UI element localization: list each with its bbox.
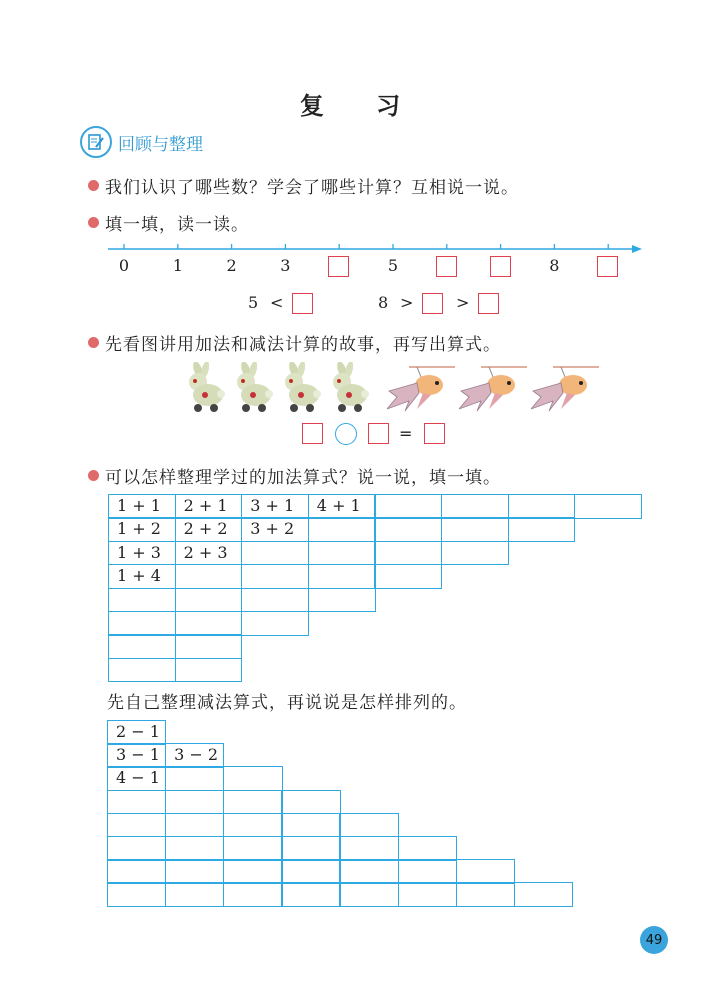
table-cell[interactable]	[456, 859, 515, 884]
table-cell: 1 + 2	[108, 517, 176, 542]
table-cell[interactable]	[398, 859, 457, 884]
table-cell[interactable]	[308, 517, 376, 542]
number-label: 2	[226, 256, 237, 275]
table-cell: 3 + 2	[241, 517, 309, 542]
question-text: 先看图讲用加法和减法计算的故事，再写出算式。	[105, 335, 501, 355]
rabbit-toy-icon	[328, 362, 372, 418]
table-cell[interactable]	[374, 541, 442, 566]
table-cell[interactable]	[107, 790, 166, 815]
table-cell[interactable]	[107, 859, 166, 884]
question-text: 可以怎样整理学过的加法算式？说一说，填一填。	[105, 468, 501, 488]
table-cell[interactable]	[339, 813, 398, 838]
table-cell[interactable]	[441, 494, 509, 519]
question-5	[107, 688, 467, 713]
table-cell[interactable]	[108, 611, 176, 636]
table-cell[interactable]	[374, 564, 442, 589]
table-cell[interactable]	[107, 882, 166, 907]
table-cell[interactable]	[165, 766, 224, 791]
bullet-icon	[88, 337, 99, 348]
table-cell[interactable]	[223, 766, 282, 791]
answer-box[interactable]	[597, 256, 618, 277]
table-cell[interactable]	[441, 541, 509, 566]
answer-box[interactable]	[292, 293, 313, 314]
question-text: 先自己整理减法算式，再说说是怎样排列的。	[107, 693, 467, 713]
table-cell[interactable]	[398, 882, 457, 907]
compare-b-operator-1: >	[400, 293, 414, 312]
table-cell[interactable]	[241, 588, 309, 613]
table-cell[interactable]	[398, 836, 457, 861]
page-title: 复 习	[299, 92, 423, 120]
table-cell[interactable]	[223, 813, 282, 838]
table-cell[interactable]	[281, 882, 340, 907]
question-3	[88, 330, 501, 355]
table-cell[interactable]	[241, 541, 309, 566]
compare-a-number: 5	[248, 293, 259, 312]
table-cell[interactable]	[175, 611, 243, 636]
answer-box[interactable]	[424, 423, 445, 444]
answer-box[interactable]	[436, 256, 457, 277]
table-cell: 3 − 1	[107, 743, 166, 768]
table-cell[interactable]	[165, 790, 224, 815]
operator-circle[interactable]	[335, 423, 357, 445]
table-cell[interactable]	[374, 517, 442, 542]
rabbit-toy-icon	[184, 362, 228, 418]
table-cell[interactable]	[108, 634, 176, 659]
rabbit-toy-icon	[232, 362, 276, 418]
table-cell[interactable]	[281, 790, 340, 815]
table-cell[interactable]	[508, 517, 576, 542]
notepad-pencil-icon	[80, 126, 112, 158]
table-cell[interactable]	[165, 813, 224, 838]
bullet-icon	[88, 217, 99, 228]
equals-sign: =	[399, 424, 413, 443]
table-cell[interactable]	[308, 588, 376, 613]
table-cell[interactable]	[223, 859, 282, 884]
section-header	[80, 126, 203, 158]
table-cell[interactable]	[107, 813, 166, 838]
table-cell[interactable]	[574, 494, 642, 519]
table-cell: 3 − 2	[165, 743, 224, 768]
table-cell[interactable]	[223, 790, 282, 815]
table-cell[interactable]	[281, 859, 340, 884]
table-cell: 3 + 1	[241, 494, 309, 519]
question-text: 填一填，读一读。	[105, 215, 249, 235]
number-label: 0	[118, 256, 130, 275]
bullet-icon	[88, 180, 99, 191]
table-cell[interactable]	[441, 517, 509, 542]
table-cell[interactable]	[281, 813, 340, 838]
table-cell[interactable]	[374, 494, 442, 519]
table-cell[interactable]	[108, 658, 176, 683]
table-cell[interactable]	[165, 859, 224, 884]
table-cell[interactable]	[175, 634, 243, 659]
table-cell: 1 + 1	[108, 494, 176, 519]
page-number: 49	[640, 926, 668, 954]
table-cell[interactable]	[339, 882, 398, 907]
number-label: 5	[387, 256, 399, 275]
table-cell: 4 − 1	[107, 766, 166, 791]
table-cell[interactable]	[339, 836, 398, 861]
answer-box[interactable]	[422, 293, 443, 314]
table-cell[interactable]	[175, 588, 243, 613]
number-label: 1	[172, 256, 183, 275]
answer-box[interactable]	[490, 256, 511, 277]
table-cell[interactable]	[514, 882, 573, 907]
table-cell[interactable]	[223, 882, 282, 907]
table-cell: 2 − 1	[107, 720, 166, 745]
table-cell[interactable]	[508, 494, 576, 519]
table-cell: 2 + 1	[175, 494, 243, 519]
table-cell[interactable]	[281, 836, 340, 861]
answer-box[interactable]	[328, 256, 349, 277]
goldfish-toy-icon	[531, 365, 601, 419]
answer-box[interactable]	[368, 423, 389, 444]
table-cell: 1 + 3	[108, 541, 176, 566]
question-text: 我们认识了哪些数？学会了哪些计算？互相说一说。	[105, 178, 519, 198]
table-cell: 2 + 2	[175, 517, 243, 542]
table-cell[interactable]	[175, 658, 243, 683]
rabbit-toy-icon	[280, 362, 324, 418]
table-cell[interactable]	[223, 836, 282, 861]
table-cell: 2 + 3	[175, 541, 243, 566]
table-cell[interactable]	[241, 564, 309, 589]
table-cell[interactable]	[308, 541, 376, 566]
compare-a-operator: <	[270, 293, 284, 312]
number-label: 8	[549, 256, 560, 275]
answer-box[interactable]	[478, 293, 499, 314]
table-cell[interactable]	[165, 882, 224, 907]
table-cell[interactable]	[165, 836, 224, 861]
compare-b-number: 8	[378, 293, 389, 312]
compare-b-operator-2: >	[456, 293, 470, 312]
goldfish-toy-icon	[459, 365, 529, 419]
section-label: 回顾与整理	[118, 134, 203, 155]
table-cell[interactable]	[175, 564, 243, 589]
table-cell[interactable]	[308, 564, 376, 589]
table-cell: 1 + 4	[108, 564, 176, 589]
number-label: 3	[280, 256, 291, 275]
table-cell[interactable]	[241, 611, 309, 636]
question-1	[88, 173, 519, 198]
answer-box[interactable]	[302, 423, 323, 444]
table-cell[interactable]	[108, 588, 176, 613]
table-cell[interactable]	[456, 882, 515, 907]
question-2	[88, 210, 249, 235]
table-cell[interactable]	[339, 859, 398, 884]
table-cell[interactable]	[107, 836, 166, 861]
question-4	[88, 463, 501, 488]
table-cell: 4 + 1	[308, 494, 376, 519]
bullet-icon	[88, 470, 99, 481]
goldfish-toy-icon	[387, 365, 457, 419]
